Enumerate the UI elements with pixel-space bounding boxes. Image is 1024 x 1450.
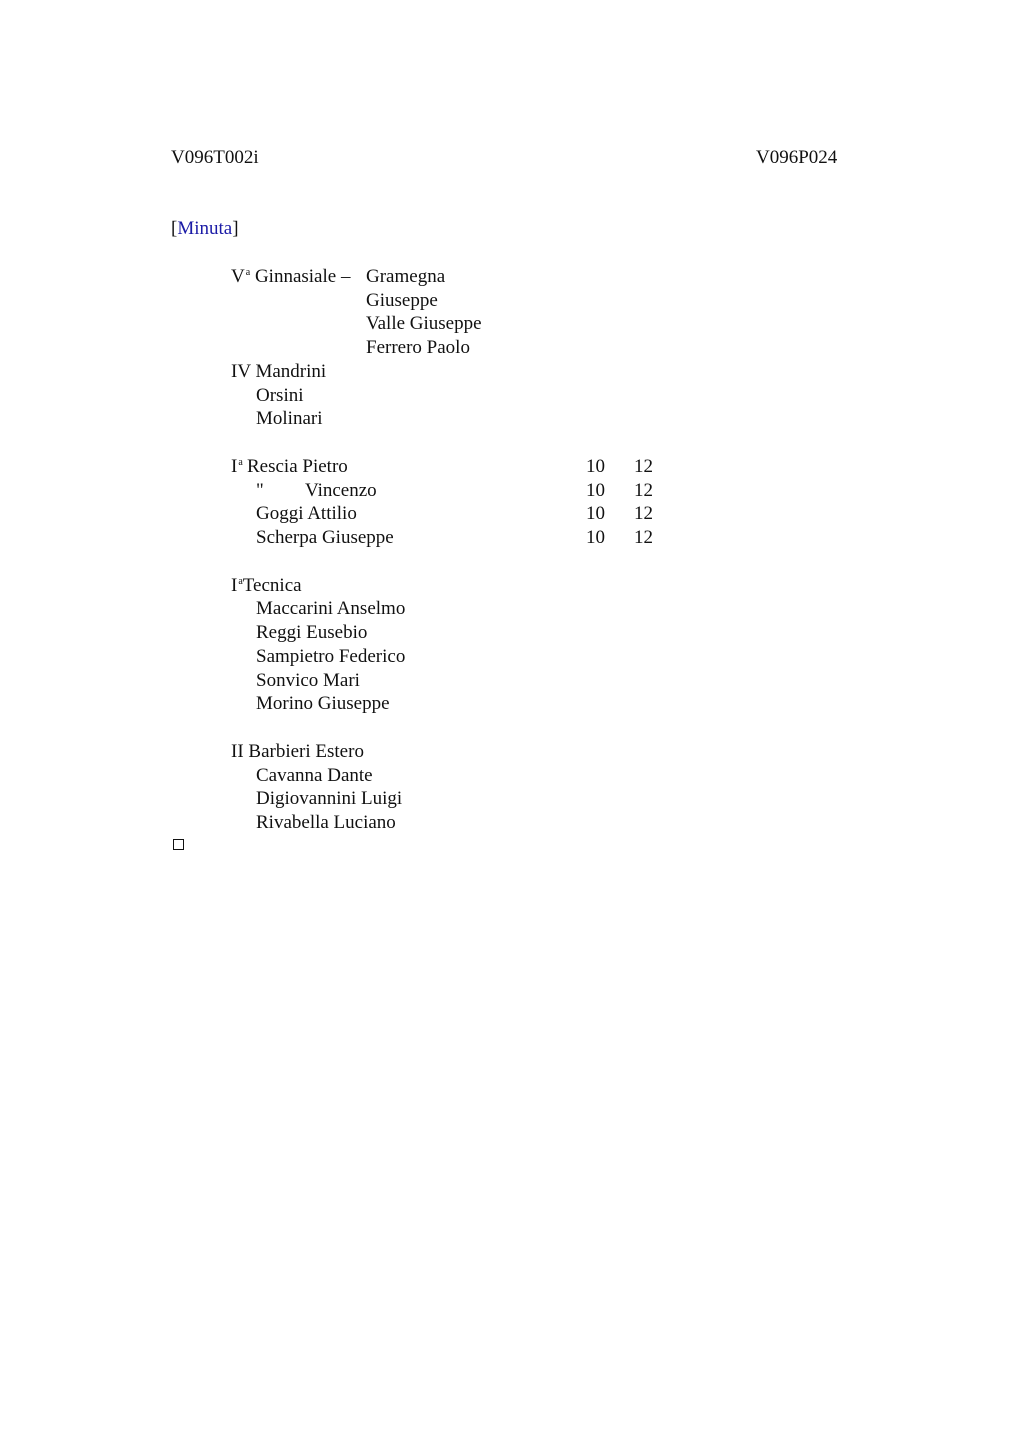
score-value: 12 — [634, 503, 653, 524]
student-name: Giuseppe — [366, 290, 438, 311]
student-name: Rescia Pietro — [247, 456, 348, 477]
student-name: Barbieri Estero — [248, 741, 364, 762]
student-name: Sampietro Federico — [256, 646, 406, 667]
student-name: Goggi Attilio — [256, 503, 357, 524]
class-label-ia-tecnica: $I^aTecnica$ — [231, 575, 302, 596]
minuta-link[interactable]: Minuta — [177, 218, 233, 239]
student-name: Digiovannini Luigi — [256, 788, 403, 809]
student-name: Vincenzo — [305, 480, 377, 501]
student-name: Ferrero Paolo — [366, 337, 470, 358]
heading-close-bracket: ] — [232, 218, 239, 239]
student-name: Sonvico Mari — [256, 670, 360, 691]
score-value: 10 — [586, 456, 605, 477]
score-value: 12 — [634, 527, 653, 548]
class-label-v-ginnasiale: $V^a$ Ginnasiale – — [231, 266, 351, 287]
document-reference-left: V096T002i — [171, 147, 259, 168]
score-value: 10 — [586, 480, 605, 501]
score-value: 12 — [634, 480, 653, 501]
student-name: Orsini — [256, 385, 304, 406]
ditto-mark: " — [256, 480, 264, 501]
document-reference-right: V096P024 — [756, 147, 838, 168]
student-name: Rivabella Luciano — [256, 812, 396, 833]
class-label-ia: $I^a$ — [231, 456, 243, 477]
student-name: Valle Giuseppe — [366, 313, 482, 334]
score-value: 10 — [586, 527, 605, 548]
student-name: Molinari — [256, 408, 323, 429]
empty-square-icon — [173, 839, 184, 850]
class-label-ii: II Barbieri Estero — [231, 741, 364, 762]
student-name: Reggi Eusebio — [256, 622, 368, 643]
student-name: Morino Giuseppe — [256, 693, 390, 714]
class-label-iv: IV Mandrini — [231, 361, 327, 382]
heading-open-bracket: [ — [171, 218, 178, 239]
student-name: Gramegna — [366, 266, 446, 287]
student-name: Cavanna Dante — [256, 765, 373, 786]
student-name: Scherpa Giuseppe — [256, 527, 394, 548]
student-name: Maccarini Anselmo — [256, 598, 406, 619]
score-value: 10 — [586, 503, 605, 524]
student-name: Mandrini — [255, 361, 327, 382]
document-heading — [171, 217, 239, 241]
score-value: 12 — [634, 456, 653, 477]
